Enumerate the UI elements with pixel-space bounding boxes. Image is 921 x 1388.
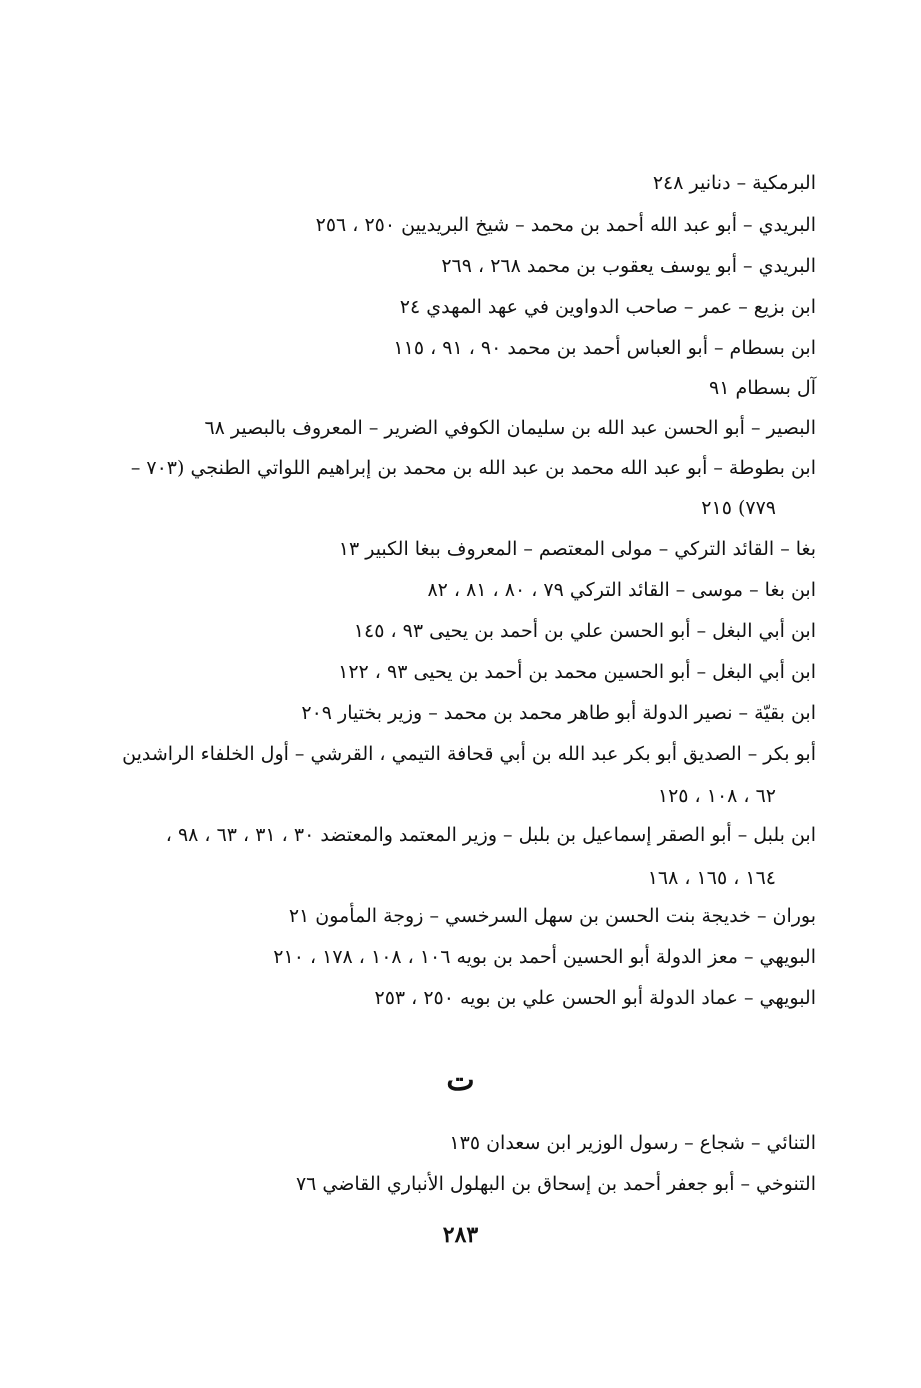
index-entry: ابن بزيع – عمر – صاحب الدواوين في عهد المهدي ٢٤ (399, 296, 816, 318)
section-letter: ت (446, 1063, 475, 1098)
index-entry: بغا – القائد التركي – مولى المعتصم – المعروف ببغا الكبير ١٣ (338, 538, 816, 560)
index-entry: التنوخي – أبو جعفر أحمد بن إسحاق بن البهلول الأنباري القاضي ٧٦ (295, 1173, 816, 1195)
index-entry: ابن بغا – موسى – القائد التركي ٧٩ ، ٨٠ ، ٨١ ، ٨٢ (427, 579, 816, 601)
index-entry: ابن بلبل – أبو الصقر إسماعيل بن بلبل – وزير المعتمد والمعتضد ٣٠ ، ٣١ ، ٦٣ ، ٩٨ ، (165, 824, 816, 846)
index-entry: البرمكية – دنانير ٢٤٨ (652, 172, 816, 194)
index-entry: ابن بسطام – أبو العباس أحمد بن محمد ٩٠ ، ٩١ ، ١١٥ (393, 337, 816, 359)
index-entry: ابن بطوطة – أبو عبد الله محمد بن عبد الله بن محمد بن إبراهيم اللواتي الطنجي (٧٠٣ – (130, 457, 816, 479)
index-entry: البصير – أبو الحسن عبد الله بن سليمان الكوفي الضرير – المعروف بالبصير ٦٨ (204, 417, 816, 439)
index-entry: أبو بكر – الصديق أبو بكر عبد الله بن أبي قحافة التيمي ، القرشي – أول الخلفاء الراشدين (122, 743, 816, 765)
index-entry-continuation: ٦٢ ، ١٠٨ ، ١٢٥ (657, 785, 776, 807)
index-entry: التنائي – شجاع – رسول الوزير ابن سعدان ١٣٥ (449, 1132, 816, 1154)
index-entry: البريدي – أبو يوسف يعقوب بن محمد ٢٦٨ ، ٢٦٩ (441, 255, 816, 277)
index-entry: البويهي – معز الدولة أبو الحسين أحمد بن بويه ١٠٦ ، ١٠٨ ، ١٧٨ ، ٢١٠ (273, 946, 816, 968)
index-entry: البريدي – أبو عبد الله أحمد بن محمد – شيخ البريديين ٢٥٠ ، ٢٥٦ (315, 214, 816, 236)
index-entry: بوران – خديجة بنت الحسن بن سهل السرخسي – زوجة المأمون ٢١ (288, 905, 816, 927)
index-entry: ابن بقيّة – نصير الدولة أبو طاهر محمد بن محمد – وزير بختيار ٢٠٩ (301, 702, 816, 724)
index-entry-continuation: ٧٧٩) ٢١٥ (701, 497, 776, 519)
index-entry: ابن أبي البغل – أبو الحسن علي بن أحمد بن يحيى ٩٣ ، ١٤٥ (353, 620, 816, 642)
index-entry: البويهي – عماد الدولة أبو الحسن علي بن بويه ٢٥٠ ، ٢٥٣ (374, 987, 816, 1009)
index-entry: آل بسطام ٩١ (709, 377, 816, 399)
index-entry-continuation: ١٦٤ ، ١٦٥ ، ١٦٨ (647, 867, 776, 889)
page-number: ٢٨٣ (442, 1222, 479, 1248)
index-entry: ابن أبي البغل – أبو الحسين محمد بن أحمد بن يحيى ٩٣ ، ١٢٢ (338, 661, 816, 683)
